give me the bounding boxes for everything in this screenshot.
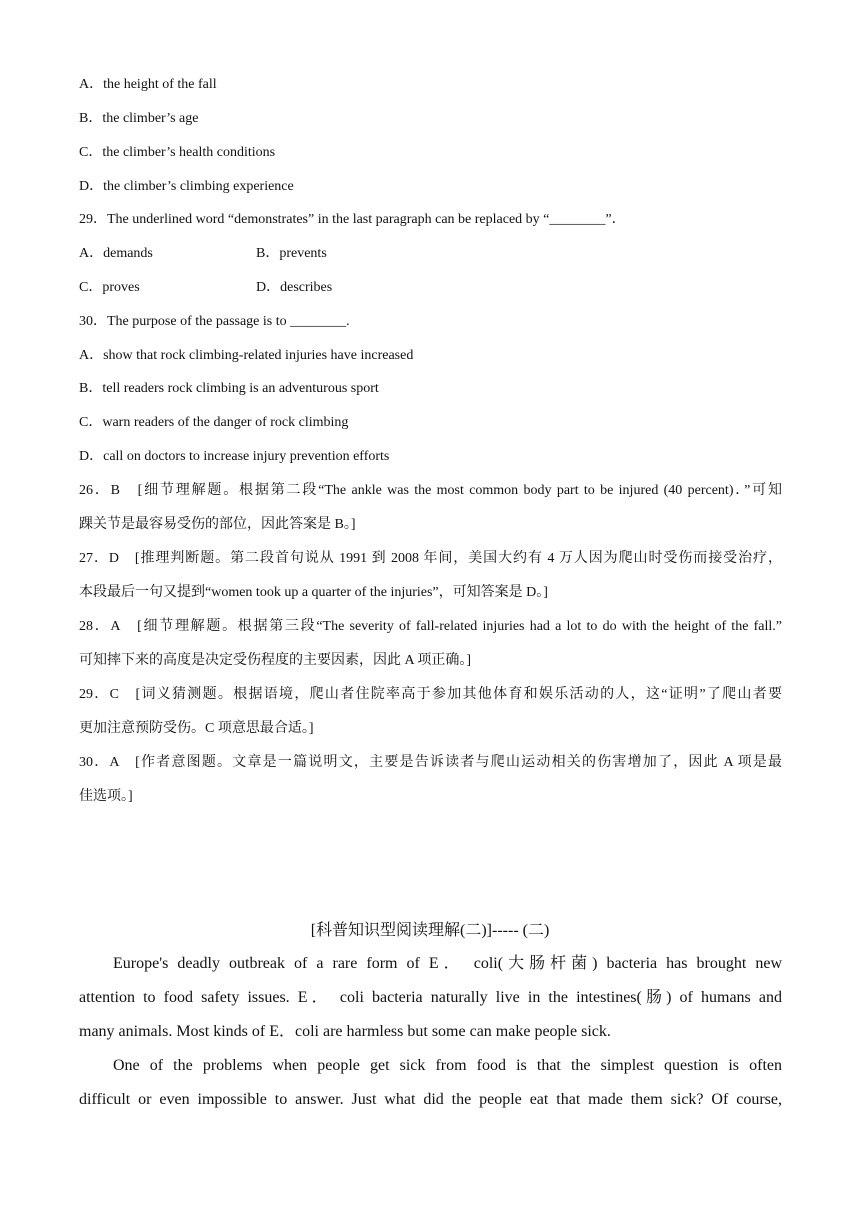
q29-option-d: D．describes bbox=[256, 280, 333, 295]
q30-option-c: C．warn readers of the danger of rock climbing bbox=[79, 415, 349, 430]
passage-p1-line-3: many animals. Most kinds of E．coli are harmless but some can make people sick. bbox=[79, 1023, 611, 1040]
q29-option-c: C．proves bbox=[79, 280, 140, 295]
passage-p2-line-1: One of the problems when people get sick from food is that the simplest question is often bbox=[113, 1057, 782, 1074]
answer-27-line-2: 本段最后一句又提到“women took up a quarter of the injuries”，可知答案是 D。] bbox=[79, 585, 548, 600]
answer-29-line-2: 更加注意预防受伤。C 项意思最合适。] bbox=[79, 721, 314, 736]
answer-28-line-2: 可知摔下来的高度是决定受伤程度的主要因素，因此 A 项正确。] bbox=[79, 653, 471, 668]
q30-option-b: B．tell readers rock climbing is an adventurous sport bbox=[79, 381, 379, 396]
q28-option-c: C．the climber’s health conditions bbox=[79, 145, 276, 160]
answer-30-line-2: 佳选项。] bbox=[79, 789, 133, 804]
passage-paragraph-2 bbox=[79, 1049, 782, 1117]
answer-27-line-1: 27．D [推理判断题。第二段首句说从 1991 到 2008 年间，美国大约有 4 万人因为爬山时受伤而接受治疗， bbox=[79, 551, 782, 566]
answer-26-line-2: 踝关节是最容易受伤的部位，因此答案是 B。] bbox=[79, 517, 356, 532]
q28-option-b: B．the climber’s age bbox=[79, 111, 199, 126]
q29-option-a: A．demands bbox=[79, 246, 153, 261]
answer-29-line-1: 29．C [词义猜测题。根据语境，爬山者住院率高于参加其他体育和娱乐活动的人，这“证明”了爬山者要 bbox=[79, 687, 782, 702]
answer-28-line-1: 28．A [细节理解题。根据第三段“The severity of fall-related injuries had a lot to do with the height of the fall.” bbox=[79, 619, 782, 634]
q30-option-d: D．call on doctors to increase injury prevention efforts bbox=[79, 449, 390, 464]
section-title: [科普知识型阅读理解(二)]----- (二) bbox=[310, 922, 550, 939]
answer-30-line-1: 30．A [作者意图题。文章是一篇说明文，主要是告诉读者与爬山运动相关的伤害增加了，因此 A 项是最 bbox=[79, 755, 782, 770]
passage-p1-line-2: attention to food safety issues. E． coli bacteria naturally live in the intestines(肠) of humans and bbox=[79, 989, 782, 1006]
passage-p1-line-1: Europe's deadly outbreak of a rare form of E． coli(大肠杆菌) bacteria has brought new bbox=[113, 955, 782, 972]
passage-p2-line-2: difficult or even impossible to answer. Just what did the people eat that made them sick? Of course, bbox=[79, 1091, 782, 1108]
passage-paragraph-1 bbox=[79, 947, 782, 1049]
q29-stem: 29．The underlined word “demonstrates” in the last paragraph can be replaced by “________”． bbox=[79, 212, 626, 227]
answer-26-line-1: 26．B [细节理解题。根据第二段“The ankle was the most common body part to be injured (40 percent)．”可知 bbox=[79, 483, 782, 498]
q28-option-d: D．the climber’s climbing experience bbox=[79, 179, 294, 194]
answer-key bbox=[79, 474, 782, 814]
q30-option-a: A．show that rock climbing-related injuries have increased bbox=[79, 348, 414, 363]
q30-stem: 30．The purpose of the passage is to ________. bbox=[79, 314, 350, 329]
q29-option-b: B．prevents bbox=[256, 246, 327, 261]
q28-option-a: A．the height of the fall bbox=[79, 77, 217, 92]
